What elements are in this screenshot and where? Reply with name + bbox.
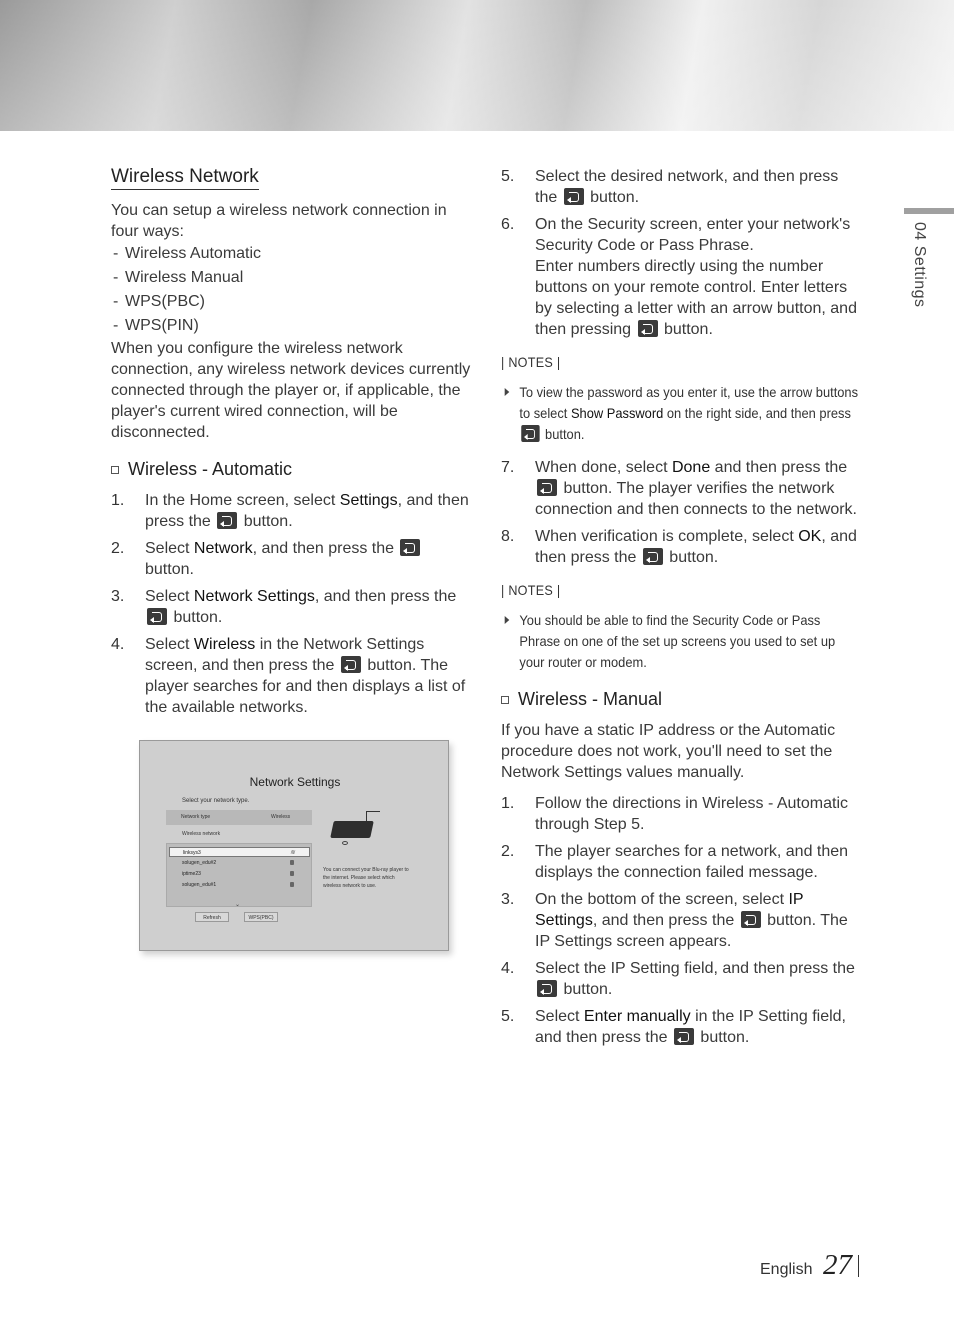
step-text: in the Network Settings screen, and then press the [145,636,425,674]
disc-icon [342,841,348,845]
step-text: button. [239,513,293,530]
step-number: 3. [111,588,125,605]
step-item [501,166,863,208]
step-item [111,634,473,718]
step-number: 1. [501,795,515,812]
step-text: button. The IP Settings screen appears. [535,912,848,950]
step-text: Select [535,1008,584,1025]
subsection-title: Wireless - Automatic [128,459,293,479]
screen-instruction: Select your network type. [182,798,250,804]
checkbox-bullet-icon [501,696,509,704]
step-text: , and then press the [145,492,469,530]
network-settings-screenshot [139,740,449,951]
step-text: button. [695,1029,750,1046]
network-name: solugen_edu#2 [182,860,217,866]
step-number: 2. [111,540,125,557]
wireless-network-label: Wireless network [182,831,221,837]
step-item [501,1006,863,1048]
notes-heading: | NOTES | [501,582,561,598]
enter-button-icon [638,320,658,337]
step-text: Select the desired network, and then press the [535,168,839,206]
step-text: , and then press the [592,912,739,929]
right-column [501,166,863,1054]
step-text: The player searches for a network, and then displays the connection failed message. [535,843,849,881]
step-text: button. [169,609,223,626]
note-text: To view the password as you enter it, use the arrow buttons to select [519,384,859,421]
connection-ways-list [111,242,473,338]
automatic-steps [111,490,473,718]
network-list [166,843,312,907]
chapter-tab-marker [904,208,954,214]
step-keyword: Settings [339,492,398,509]
chapter-label: 04 Settings [911,222,928,308]
enter-button-icon [674,1028,694,1045]
wps-pbc-button[interactable]: WPS(PBC) [244,912,278,922]
wifi-signal-icon: ≋ [289,850,295,856]
screen-info-text: You can connect your Blu-ray player to the internet. Please select which wireless network to use. [323,867,409,889]
step-text: and then press the [710,459,848,476]
step-text: button. [585,189,640,206]
left-column [111,166,473,724]
manual-steps [501,793,863,1048]
notes-heading: | NOTES | [501,354,561,370]
screen-title: Network Settings [249,775,341,789]
enter-button-icon [643,548,663,565]
step-number: 8. [501,528,515,545]
step-text: , and then press the [252,540,399,557]
list-item: - Wireless Automatic [111,242,473,266]
lock-icon [290,882,294,887]
step-text: When done, select [535,459,672,476]
network-name: iptime23 [182,871,201,877]
list-item[interactable] [169,858,310,868]
automatic-steps-continued [501,166,863,340]
step-text: , and then press the [535,528,857,566]
step-text: On the Security screen, enter your network's Security Code or Pass Phrase. [535,216,851,254]
enter-button-icon [341,656,361,673]
subsection-title: Wireless - Manual [518,689,663,709]
step-text: button. [559,981,613,998]
step-text: Select [145,588,194,605]
step-item [111,586,473,628]
enter-button-icon [537,980,557,997]
step-text: , and then press the [314,588,457,605]
triangle-bullet-icon [505,388,510,396]
network-type-label: Network type [181,814,211,820]
step-number: 5. [501,168,515,185]
step-number: 5. [501,1008,515,1025]
enter-button-icon [217,512,237,529]
step-text: button. [664,549,719,566]
checkbox-bullet-icon [111,466,119,474]
router-antenna-icon [366,811,380,821]
network-name: solugen_edu#1 [182,882,217,888]
enter-button-icon [537,479,557,496]
note-text: button. [541,426,585,442]
enter-button-icon [564,188,584,205]
note-keyword: Show Password [570,405,664,421]
lock-icon [290,860,294,865]
enter-button-icon [521,425,539,442]
step-keyword: Done [671,459,711,476]
step-item [501,526,863,568]
step-text: Enter numbers directly using the number buttons on your remote control. Enter letters by selecting a letter with an arrow button, and then pressing [535,258,857,338]
step-item [501,958,863,1000]
step-item [501,793,863,835]
enter-button-icon [147,608,167,625]
step-text: button. The player verifies the network connection and then connects to the network. [535,480,857,518]
triangle-bullet-icon [505,616,510,624]
note-text: You should be able to find the Security Code or Pass Phrase on one of the set up screens you used to set up your router or modem. [519,612,836,670]
step-item [501,889,863,952]
step-number: 4. [111,636,125,653]
list-item: - WPS(PIN) [111,314,473,338]
step-number: 1. [111,492,125,509]
step-text: button. [659,321,713,338]
lock-icon [290,871,294,876]
step-keyword: Enter manually [583,1008,691,1025]
step-item [501,457,863,520]
list-item: - WPS(PBC) [111,290,473,314]
network-type-row[interactable] [166,810,312,825]
step-item [501,214,863,340]
network-name: linksys3 [183,850,201,856]
step-text: Follow the directions in Wireless - Automatic through Step 5. [535,795,848,833]
step-item [111,490,473,532]
step-number: 6. [501,216,515,233]
step-item [111,538,473,580]
network-type-value: Wireless [271,814,291,820]
header-banner [0,0,954,131]
enter-button-icon [741,911,761,928]
list-item: - Wireless Manual [111,266,473,290]
step-number: 4. [501,960,515,977]
page-number: 27 [823,1249,852,1281]
enter-button-icon [400,539,420,556]
step-keyword: Network Settings [193,588,315,605]
refresh-button[interactable]: Refresh [195,912,229,922]
step-keyword: Network [193,540,253,557]
step-text: Select [145,540,194,557]
chevron-down-icon[interactable]: ⌄ [235,902,241,908]
step-text: Select [145,636,194,653]
step-text: In the Home screen, select [145,492,340,509]
manual-intro-text: If you have a static IP address or the Automatic procedure does not work, you'll need to set the Network Settings values manually. [501,722,836,781]
step-number: 2. [501,843,515,860]
step-text: Select the IP Setting field, and then press the [535,960,855,977]
step-text: in the IP Setting field, and then press the [535,1008,846,1046]
step-keyword: OK [798,528,822,545]
note-item [501,610,860,673]
list-item[interactable] [169,880,310,890]
subsection-heading-manual [501,689,863,710]
step-number: 3. [501,891,515,908]
step-text: button. The player searches for and then displays a list of the available networks. [145,657,466,716]
note-text: on the right side, and then press [663,405,851,421]
list-item[interactable] [169,847,310,857]
router-device-icon [330,821,374,838]
automatic-steps-final [501,457,863,568]
intro-text: You can setup a wireless network connection in four ways: [111,202,447,240]
footer-language: English [760,1261,813,1278]
step-text: When verification is complete, select [535,528,799,545]
step-text: button. [145,561,194,578]
list-item[interactable] [169,869,310,879]
step-item [501,841,863,883]
step-keyword: IP Settings [535,891,804,929]
subsection-heading-automatic [111,459,473,480]
note-item [501,382,860,445]
footer-divider [858,1255,859,1277]
step-keyword: Wireless [193,636,256,653]
step-number: 7. [501,459,515,476]
warning-text: When you configure the wireless network connection, any wireless network devices currently connected through the player or, if applicable, the player's current wired connection, will be disconnected. [111,340,471,441]
step-text: On the bottom of the screen, select [535,891,789,908]
section-title: Wireless Network [111,166,259,190]
